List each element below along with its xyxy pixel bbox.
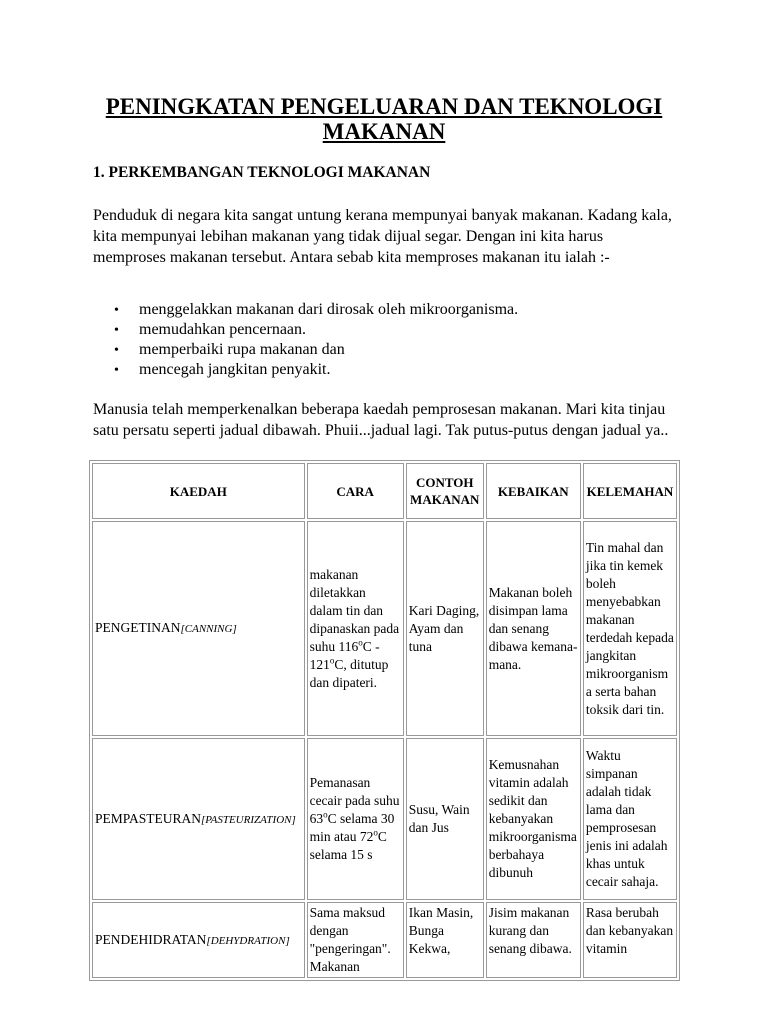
method-cell: PENDEHIDRATAN[DEHYDRATION] xyxy=(92,902,305,978)
kelemahan-cell: Rasa berubah dan kebanyakan vitamin xyxy=(583,902,677,978)
contoh-cell: Susu, Wain dan Jus xyxy=(406,738,484,900)
method-cell: PEMPASTEURAN[PASTEURIZATION] xyxy=(92,738,305,900)
reasons-list xyxy=(93,300,518,380)
kebaikan-cell: Jisim makanan kurang dan senang dibawa. xyxy=(486,902,581,978)
list-item: • memperbaiki rupa makanan dan xyxy=(93,340,518,360)
section-heading: 1. PERKEMBANGAN TEKNOLOGI MAKANAN xyxy=(93,164,431,181)
cara-cell: makanan diletakkan dalam tin dan dipanaskan pada suhu 116$^o$C - 121$^o$C, ditutup dan dipateri. xyxy=(307,521,404,736)
page-title: PENINGKATAN PENGELUARAN DAN TEKNOLOGI MAKANAN xyxy=(105,94,663,144)
method-cell: PENGETINAN[CANNING] xyxy=(92,521,305,736)
kebaikan-cell: Makanan boleh disimpan lama dan senang dibawa kemana-mana. xyxy=(486,521,581,736)
intro-paragraph: Penduduk di negara kita sangat untung kerana mempunyai banyak makanan. Kadang kala, kita mempunyai lebihan makanan yang tidak dijual segar. Dengan ini kita harus memproses makanan tersebut. Antara sebab kita memproses makanan itu ialah :- xyxy=(93,207,672,266)
header-cara: CARA xyxy=(307,463,404,519)
table-row xyxy=(92,738,677,900)
kelemahan-cell: Waktu simpanan adalah tidak lama dan pemprosesan jenis ini adalah khas untuk cecair sahaja. xyxy=(583,738,677,900)
cara-cell: Pemanasan cecair pada suhu 63$^o$C selama 30 min atau 72$^o$C selama 15 s xyxy=(307,738,404,900)
list-item: • menggelakkan makanan dari dirosak oleh mikroorganisma. xyxy=(93,300,518,320)
table-row xyxy=(92,902,677,978)
header-kaedah: KAEDAH xyxy=(92,463,305,519)
header-contoh: CONTOH MAKANAN xyxy=(406,463,484,519)
table-row xyxy=(92,521,677,736)
kelemahan-cell: Tin mahal dan jika tin kemek boleh menyebabkan makanan terdedah kepada jangkitan mikroorganisma serta bahan toksik dari tin. xyxy=(583,521,677,736)
cara-cell: Sama maksud dengan "pengeringan". Makanan xyxy=(307,902,404,978)
table-header-row xyxy=(92,463,677,519)
header-kebaikan: KEBAIKAN xyxy=(486,463,581,519)
kebaikan-cell: Kemusnahan vitamin adalah sedikit dan kebanyakan mikroorganisma berbahaya dibunuh xyxy=(486,738,581,900)
contoh-cell: Kari Daging, Ayam dan tuna xyxy=(406,521,484,736)
food-processing-table xyxy=(89,460,680,981)
list-item: • memudahkan pencernaan. xyxy=(93,320,518,340)
contoh-cell: Ikan Masin, Bunga Kekwa, xyxy=(406,902,484,978)
lead-paragraph: Manusia telah memperkenalkan beberapa kaedah pemprosesan makanan. Mari kita tinjau satu persatu seperti jadual dibawah. Phuii...jadual lagi. Tak putus-putus dengan jadual ya.. xyxy=(93,401,669,439)
header-kelemahan: KELEMAHAN xyxy=(583,463,677,519)
list-item: • mencegah jangkitan penyakit. xyxy=(93,360,518,380)
